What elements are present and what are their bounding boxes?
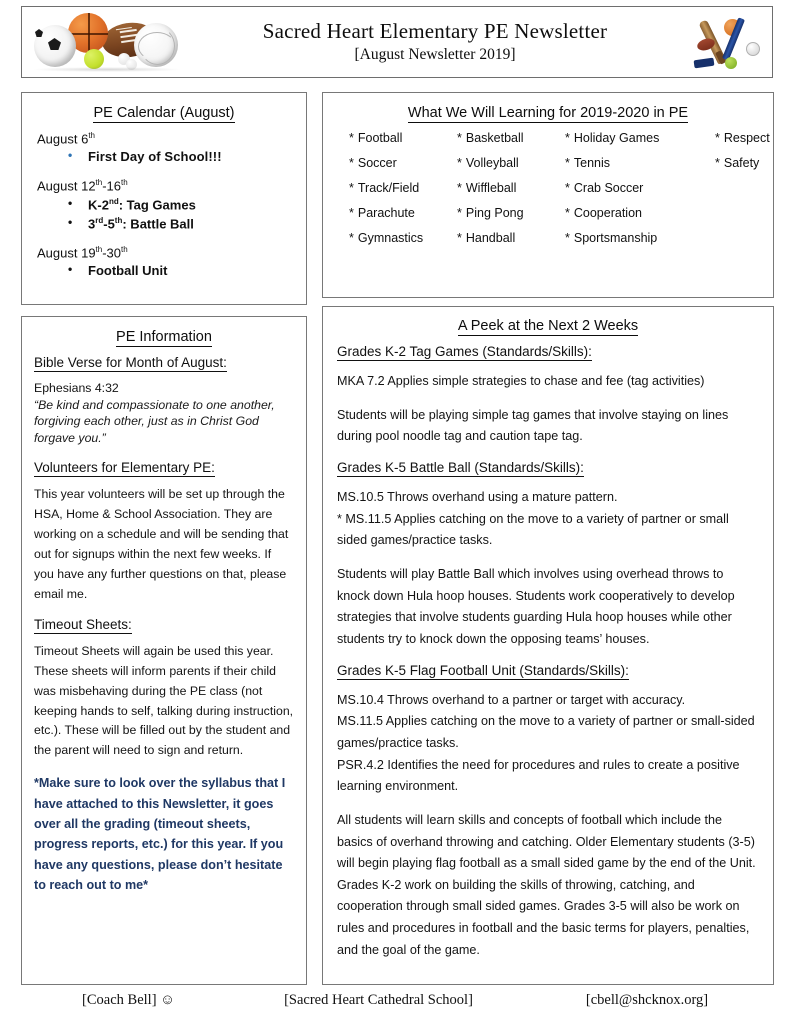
learning-topics-grid — [335, 131, 770, 245]
soccer-ball-icon — [34, 25, 76, 67]
calendar-list-item: • Football Unit — [68, 262, 294, 281]
learning-topic-item — [457, 181, 565, 195]
syllabus-note: *Make sure to look over the syllabus that I have attached to this Newsletter, it goes over all the grading (timeout sheets, progress reports, etc.) for this year. If you have any questions, please don’t hesitate to reach out to me* — [34, 776, 286, 893]
footer-coach: [Coach Bell] ☺ — [82, 992, 175, 1008]
calendar-date: August 12th-16th — [37, 178, 128, 194]
timeout-sheets-text: Timeout Sheets will again be used this year. These sheets will inform parents if their child was misbehaving during the PE class (not keeping hands to self, talking during instruction, etc.). These will be filled out by the student and the parent will need to sign and return. — [34, 643, 294, 758]
pe-information-title-text: PE Information — [116, 329, 212, 345]
peek-section-standards: MS.10.4 Throws overhand to a partner or target with accuracy. MS.11.5 Applies catching on the move to a variety of partner or small-sided games/practice tasks. PSR.4.2 Identifies the need for procedures and rules to create a positive learning environment. — [337, 692, 755, 794]
asterisk-bullet-icon: * — [457, 156, 462, 170]
learning-topics-title — [335, 105, 761, 121]
calendar-item-list — [34, 148, 294, 167]
learning-topic-label: Track/Field — [357, 181, 420, 195]
newsletter-header — [21, 6, 773, 78]
pe-calendar-entries — [34, 131, 294, 281]
peek-section-description: Students will play Battle Ball which involves using overhead throws to knock down Hula hoop houses. Students work cooperatively to develop strategies that involve students guarding Hula hoop houses while other students try to knock down the opposing teams’ houses. — [337, 566, 735, 646]
learning-topic-label: Gymnastics — [357, 231, 424, 245]
peek-section-heading — [337, 344, 759, 359]
learning-topic-item — [457, 206, 565, 220]
volunteers-heading — [34, 460, 294, 475]
bible-quote: “Be kind and compassionate to one another, forgiving each other, just as in Christ God forgave you.” — [34, 397, 275, 445]
learning-topics-title-text: What We Will Learning for 2019-2020 in PE — [407, 105, 689, 121]
learning-topic-label: Ping Pong — [465, 206, 524, 220]
peek-section-standards: MS.10.5 Throws overhand using a mature pattern. * MS.11.5 Applies catching on the move to a variety of partner or small sided games/practice tasks. — [337, 489, 729, 548]
tennis-small-icon — [725, 57, 737, 69]
baseball-icon — [746, 42, 760, 56]
volunteers-heading-text: Volunteers for Elementary PE: — [34, 460, 215, 476]
learning-topic-label: Handball — [465, 231, 516, 245]
learning-topic-label: Cooperation — [573, 206, 642, 220]
learning-topic-label: Safety — [723, 156, 760, 170]
peek-section-description: Students will be playing simple tag games that involve staying on lines during pool noodle tag and caution tape tag. — [337, 407, 729, 444]
learning-topic-label: Football — [357, 131, 403, 145]
learning-topic-item — [349, 181, 457, 195]
bible-reference: Ephesians 4:32 — [34, 381, 119, 395]
asterisk-bullet-icon: * — [565, 181, 570, 195]
learning-topic-item — [457, 231, 565, 245]
bat-and-hockey-stick-image — [680, 9, 772, 75]
calendar-date: August 19th-30th — [37, 244, 128, 261]
learning-topic-item — [565, 156, 715, 170]
learning-topic-item — [349, 231, 457, 245]
peek-title — [337, 318, 759, 334]
calendar-item-list — [34, 262, 294, 281]
peek-title-text: A Peek at the Next 2 Weeks — [457, 318, 639, 334]
asterisk-bullet-icon: * — [565, 206, 570, 220]
asterisk-bullet-icon: * — [457, 131, 462, 145]
pe-information-title — [34, 329, 294, 345]
learning-topic-item — [565, 231, 715, 245]
footer-email[interactable]: [cbell@shcknox.org] — [585, 992, 709, 1008]
asterisk-bullet-icon: * — [565, 131, 570, 145]
peek-section-standards: MKA 7.2 Applies simple strategies to chase and fee (tag activities) — [337, 374, 705, 388]
peek-section-heading-text: Grades K-5 Battle Ball (Standards/Skills): — [337, 459, 584, 475]
page-title: Sacred Heart Elementary PE Newsletter — [262, 19, 608, 44]
peek-sections — [337, 344, 759, 961]
peek-section-heading-text: Grades K-2 Tag Games (Standards/Skills): — [337, 344, 592, 359]
pe-information-panel — [21, 316, 307, 985]
calendar-list-item: • 3rd-5th: Battle Ball — [68, 215, 294, 234]
hockey-blade-icon — [694, 58, 715, 69]
bible-verse-heading-text: Bible Verse for Month of August: — [34, 355, 227, 370]
learning-topic-label: Holiday Games — [573, 131, 660, 145]
timeout-sheets-heading — [34, 617, 294, 632]
pe-calendar-title — [34, 105, 294, 121]
learning-topic-item — [565, 206, 715, 220]
learning-topic-label: Respect — [723, 131, 770, 145]
peek-section-heading — [337, 663, 759, 678]
pe-calendar-title-text: PE Calendar (August) — [93, 105, 235, 121]
asterisk-bullet-icon: * — [715, 156, 720, 170]
asterisk-bullet-icon: * — [565, 156, 570, 170]
learning-topic-item — [457, 156, 565, 170]
asterisk-bullet-icon: * — [349, 206, 354, 220]
learning-topics-panel — [322, 92, 774, 298]
learning-topic-item — [349, 156, 457, 170]
learning-topic-item — [565, 131, 715, 145]
calendar-list-item: • First Day of School!!! — [68, 148, 294, 167]
asterisk-bullet-icon: * — [457, 181, 462, 195]
learning-topic-item — [349, 206, 457, 220]
peek-section-description: All students will learn skills and concepts of football which include the basics of overhand throwing and catching. Older Elementary students (3-5) will begin playing flag football as a small sided game by the end of the Unit. Grades K-2 work on building the skills of throwing, catching, and cooperation through small sided games. Grades 3-5 will also be work on rules and procedures in football and the basic terms for players, penalties, and the goal of the game. — [337, 812, 756, 957]
asterisk-bullet-icon: * — [457, 231, 462, 245]
logo-shadow — [32, 67, 182, 72]
volunteers-text: This year volunteers will be set up through the HSA, Home & School Association. They are working on a schedule and will be sending that out for signups within the next few weeks. If you have any further questions on that, please email me. — [34, 487, 289, 601]
tennis-ball-icon — [84, 49, 104, 69]
calendar-list-item: • K-2nd: Tag Games — [68, 196, 294, 215]
peek-section-heading — [337, 460, 759, 475]
asterisk-bullet-icon: * — [349, 231, 354, 245]
peek-section-heading-text: Grades K-5 Flag Football Unit (Standards/Skills): — [337, 662, 629, 678]
footer-school: [Sacred Heart Cathedral School] — [284, 992, 473, 1008]
learning-topic-label: Tennis — [573, 156, 611, 170]
learning-topic-item — [457, 131, 565, 145]
learning-topic-item — [715, 131, 796, 145]
calendar-date: August 6th — [37, 131, 95, 147]
learning-topic-item — [349, 131, 457, 145]
asterisk-bullet-icon: * — [349, 156, 354, 170]
header-title-group — [190, 19, 680, 64]
learning-topic-label: Crab Soccer — [573, 181, 644, 195]
pe-calendar-panel — [21, 92, 307, 305]
learning-topic-label: Parachute — [357, 206, 415, 220]
asterisk-bullet-icon: * — [565, 231, 570, 245]
learning-topic-label: Soccer — [357, 156, 397, 170]
asterisk-bullet-icon: * — [349, 131, 354, 145]
page-subtitle: [August Newsletter 2019] — [354, 45, 516, 63]
timeout-sheets-heading-text: Timeout Sheets: — [34, 616, 132, 632]
asterisk-bullet-icon: * — [457, 206, 462, 220]
learning-topic-item — [715, 156, 796, 170]
calendar-item-list — [34, 196, 294, 234]
learning-topic-item — [565, 181, 715, 195]
volleyball-ball-icon — [134, 23, 178, 67]
asterisk-bullet-icon: * — [349, 181, 354, 195]
newsletter-footer — [21, 992, 773, 1009]
bible-verse-heading — [34, 355, 294, 370]
peek-next-two-weeks-panel — [322, 306, 774, 985]
learning-topic-label: Basketball — [465, 131, 524, 145]
learning-topic-label: Wiffleball — [465, 181, 517, 195]
asterisk-bullet-icon: * — [715, 131, 720, 145]
learning-topic-label: Sportsmanship — [573, 231, 658, 245]
learning-topic-label: Volleyball — [465, 156, 519, 170]
sports-balls-image — [22, 9, 190, 75]
